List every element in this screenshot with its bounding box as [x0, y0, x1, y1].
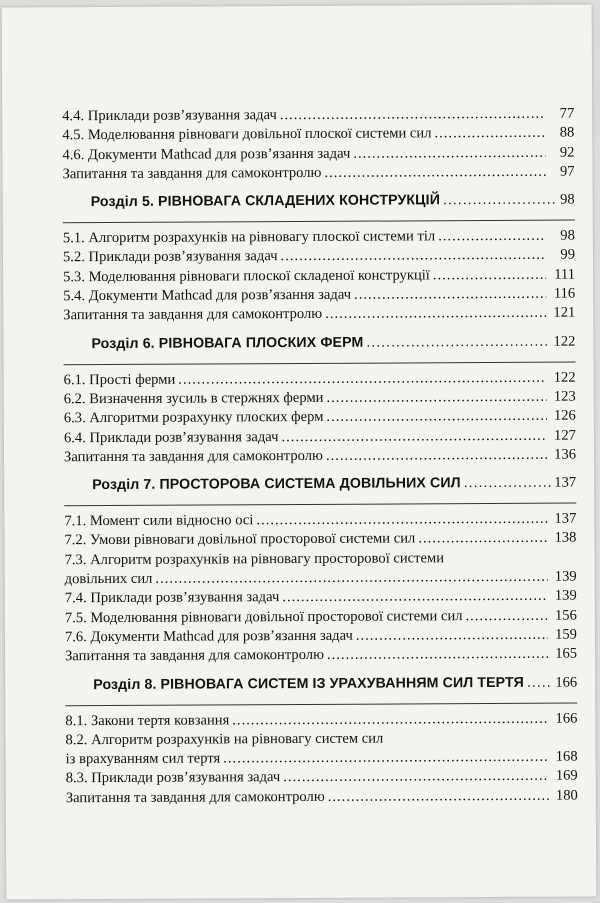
- leader-dots: [464, 475, 552, 491]
- toc-entry: [64, 388, 576, 410]
- section-page-number: 166: [555, 674, 578, 691]
- leader-dots: [433, 265, 546, 285]
- entry-title: 6.3. Алгоритми розрахунку плоских ферм: [63, 409, 324, 427]
- entry-title: 5.4. Документи Mathcad для розв’язання задач: [63, 286, 352, 305]
- leader-dots: [434, 124, 545, 144]
- entry-page-number: 126: [553, 407, 576, 424]
- entry-title: Запитання та завдання для самоконтролю: [63, 447, 323, 466]
- entry-list: [64, 503, 577, 667]
- toc-group: [62, 105, 574, 185]
- leader-dots: [155, 568, 547, 589]
- leader-dots: [324, 163, 545, 183]
- leader-dots: [256, 510, 547, 531]
- entry-title: 7.6. Документи Mathcad для розв’язання задач: [64, 627, 353, 646]
- toc-entry: [65, 709, 577, 731]
- entry-list: [65, 702, 578, 808]
- toc-entry: [64, 529, 576, 551]
- leader-dots: [326, 407, 547, 427]
- section-heading: [65, 674, 577, 699]
- book-page: [2, 4, 597, 899]
- entry-page-number: 123: [553, 388, 576, 405]
- toc-entry: [65, 625, 577, 647]
- toc-entry: [65, 728, 577, 769]
- entry-page-number: 92: [559, 144, 575, 161]
- entry-title-line: 8.2. Алгоритм розрахунків на рівновагу систем сил: [65, 730, 384, 749]
- toc-entry: [65, 606, 577, 628]
- entry-title: 5.2. Приклади розв’язування задач: [62, 248, 278, 266]
- section-title: Розділ 5. РІВНОВАГА СКЛАДЕНИХ КОНСТРУКЦІЙ: [90, 192, 441, 211]
- toc-entry: [62, 143, 574, 165]
- entry-list: [63, 220, 576, 326]
- toc-entry: [62, 105, 574, 127]
- leader-dots: [326, 446, 547, 466]
- entry-title: 7.4. Приклади розв’язування задач: [64, 589, 280, 607]
- entry-page-number: 77: [559, 105, 575, 122]
- toc-entry: [62, 162, 574, 184]
- leader-dots: [438, 227, 546, 247]
- entry-page-number: 168: [555, 748, 578, 765]
- entry-title: 6.4. Приклади розв’язування задач: [63, 428, 279, 446]
- section-page-number: 98: [560, 191, 575, 208]
- entry-title: 6.1. Прості ферми: [63, 371, 176, 388]
- leader-dots: [366, 333, 550, 350]
- leader-dots: [418, 529, 547, 549]
- toc-entry: [65, 645, 577, 667]
- entry-page-number: 166: [555, 710, 578, 727]
- toc-group: [64, 465, 577, 667]
- table-of-contents: [62, 105, 578, 809]
- entry-page-number: 169: [555, 767, 578, 785]
- entry-title: 5.1. Алгоритм розрахунків на рівновагу плоскої системи тіл: [62, 228, 436, 247]
- entry-page-number: 159: [555, 626, 578, 643]
- leader-dots: [527, 674, 552, 690]
- toc-entry: [63, 246, 575, 268]
- entry-list: [62, 105, 574, 185]
- entry-page-number: 99: [560, 247, 576, 264]
- leader-dots: [356, 626, 548, 646]
- entry-page-number: 156: [554, 607, 577, 624]
- toc-group: [63, 323, 576, 467]
- entry-page-number: 116: [553, 285, 576, 302]
- entry-page-number: 97: [559, 163, 575, 180]
- entry-title: 8.1. Закони тертя ковзання: [65, 711, 230, 729]
- entry-page-number: 138: [554, 530, 577, 547]
- entry-title: Запитання та завдання для самоконтролю: [63, 306, 323, 324]
- toc-entry: [65, 587, 577, 609]
- leader-dots: [465, 606, 547, 625]
- entry-title: 7.5. Моделювання рівноваги довільної просторової системи сил: [64, 607, 463, 626]
- entry-title: 6.2. Визначення зусиль в стержнях ферми: [63, 389, 324, 408]
- entry-page-number: 137: [554, 510, 577, 527]
- toc-entry: [65, 548, 577, 589]
- entry-page-number: 122: [553, 369, 576, 386]
- entry-title: Запитання та завдання для самоконтролю: [65, 788, 325, 806]
- leader-dots: [281, 426, 547, 446]
- section-title: Розділ 7. ПРОСТОРОВА СИСТЕМА ДОВІЛЬНИХ СИЛ: [92, 475, 461, 494]
- entry-continuation: [65, 568, 577, 590]
- toc-group: [63, 182, 576, 326]
- entry-page-number: 88: [559, 124, 575, 141]
- leader-dots: [178, 368, 546, 389]
- toc-group: [65, 664, 578, 808]
- toc-entry: [64, 407, 576, 429]
- entry-title-continued: довільних сил: [64, 570, 153, 588]
- toc-entry: [62, 124, 574, 146]
- leader-dots: [328, 786, 549, 806]
- toc-entry: [66, 767, 578, 789]
- entry-title-continued: із врахуванням сил тертя: [65, 750, 221, 768]
- leader-dots: [223, 748, 548, 769]
- entry-title: Запитання та завдання для самоконтролю: [62, 164, 322, 183]
- entry-continuation: [66, 748, 578, 770]
- entry-list: [64, 361, 577, 467]
- toc-entry: [64, 368, 576, 390]
- entry-page-number: 127: [553, 427, 576, 444]
- entry-page-number: 111: [554, 266, 576, 283]
- leader-dots: [443, 192, 557, 209]
- section-heading: [63, 192, 575, 217]
- entry-title: 5.3. Моделювання рівноваги плоскої складеної конструкції: [63, 267, 430, 286]
- toc-entry: [64, 445, 576, 467]
- leader-dots: [353, 143, 545, 163]
- toc-entry: [66, 786, 578, 808]
- toc-entry: [63, 265, 575, 287]
- leader-dots: [282, 587, 548, 607]
- section-page-number: 122: [553, 333, 576, 350]
- leader-dots: [325, 304, 546, 324]
- entry-page-number: 139: [554, 568, 577, 585]
- toc-entry: [63, 285, 575, 307]
- leader-dots: [280, 246, 546, 266]
- entry-title: 8.3. Приклади розв’язування задач: [65, 769, 281, 787]
- section-page-number: 137: [554, 474, 577, 491]
- entry-page-number: 98: [560, 227, 575, 244]
- section-title: Розділ 8. РІВНОВАГА СИСТЕМ ІЗ УРАХУВАННЯМ СИЛ ТЕРТЯ: [93, 674, 524, 693]
- entry-title: 4.4. Приклади розв’язування задач: [62, 107, 277, 125]
- leader-dots: [327, 645, 548, 665]
- section-heading: [63, 333, 575, 358]
- entry-page-number: 180: [555, 787, 578, 804]
- toc-entry: [63, 227, 575, 249]
- entry-title: 4.5. Моделювання рівноваги довільної плоскої системи сил: [62, 125, 432, 144]
- toc-entry: [63, 304, 575, 326]
- entry-title: 7.1. Момент сили відносно осі: [64, 512, 254, 530]
- leader-dots: [283, 767, 549, 787]
- entry-title: Запитання та завдання для самоконтролю: [65, 647, 325, 665]
- toc-entry: [64, 510, 576, 532]
- entry-page-number: 139: [554, 587, 577, 605]
- entry-page-number: 165: [555, 645, 578, 662]
- toc-entry: [64, 426, 576, 448]
- section-title: Розділ 6. РІВНОВАГА ПЛОСКИХ ФЕРМ: [91, 334, 364, 352]
- section-heading: [64, 475, 576, 500]
- entry-page-number: 136: [554, 446, 577, 463]
- leader-dots: [326, 388, 546, 408]
- entry-page-number: 121: [553, 304, 576, 322]
- leader-dots: [354, 285, 546, 305]
- leader-dots: [232, 709, 548, 730]
- entry-title-line: 7.3. Алгоритм розрахунків на рівновагу просторової системи: [64, 549, 445, 568]
- leader-dots: [280, 105, 546, 125]
- entry-title: 7.2. Умови рівноваги довільної просторової системи сил: [64, 530, 416, 549]
- entry-title: 4.6. Документи Mathcad для розв’язання задач: [62, 145, 351, 163]
